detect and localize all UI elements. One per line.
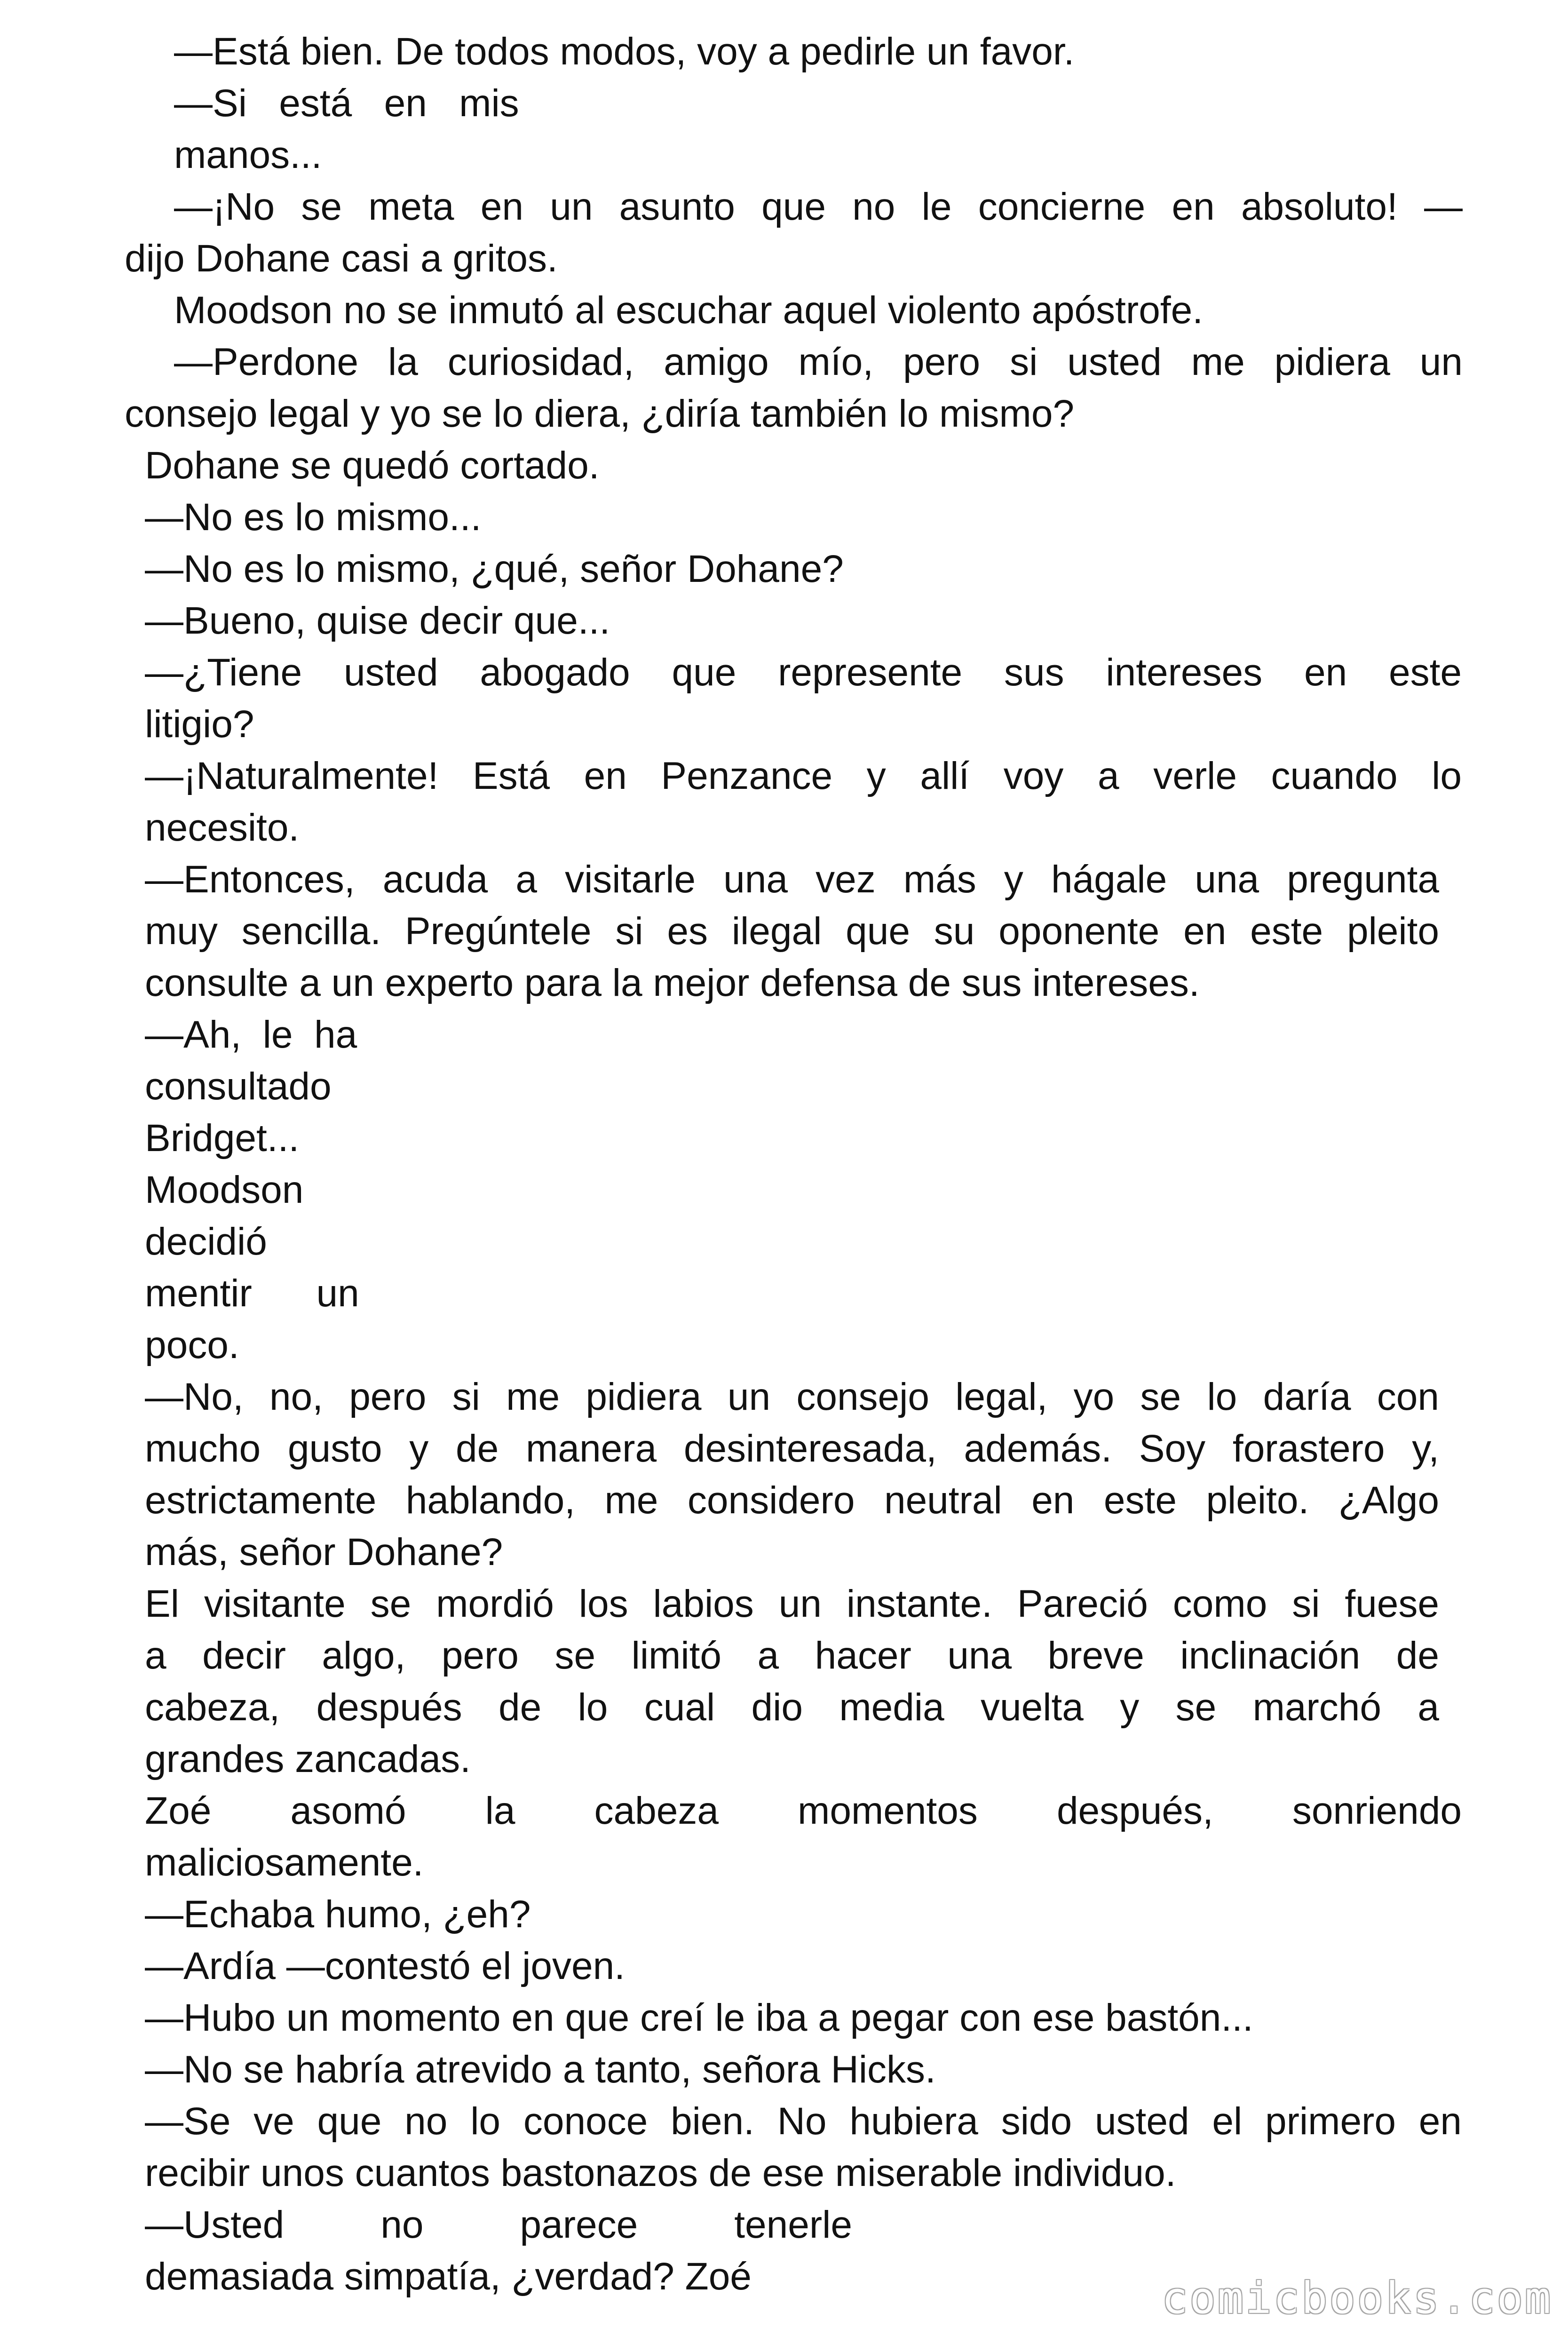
text-line: El visitante se mordió los labios un instante. Pareció como si fuese: [145, 1582, 1439, 1625]
text-line: cabeza, después de lo cual dio media vuelta y se marchó a: [145, 1686, 1439, 1729]
text-line: manos...: [174, 134, 322, 176]
text-line: —Echaba humo, ¿eh?: [145, 1893, 531, 1936]
text-line: —Se ve que no lo conoce bien. No hubiera sido usted el primero en: [145, 2100, 1462, 2143]
text-line: Moodson no se inmutó al escuchar aquel violento apóstrofe.: [174, 289, 1204, 332]
text-line: dijo Dohane casi a gritos.: [125, 237, 558, 280]
text-line: —¡Naturalmente! Está en Penzance y allí voy a verle cuando lo: [145, 755, 1462, 797]
text-line: poco.: [145, 1324, 239, 1367]
text-line: —Ardía —contestó el joven.: [145, 1945, 625, 1987]
text-line: litigio?: [145, 703, 254, 746]
text-line: más, señor Dohane?: [145, 1531, 503, 1573]
text-line: —No se habría atrevido a tanto, señora Hicks.: [145, 2048, 936, 2091]
text-line: a decir algo, pero se limitó a hacer una breve inclinación de: [145, 1634, 1439, 1677]
text-line: consulte a un experto para la mejor defensa de sus intereses.: [145, 961, 1200, 1004]
text-line: demasiada simpatía, ¿verdad? Zoé: [145, 2255, 752, 2298]
text-line: muy sencilla. Pregúntele si es ilegal que su oponente en este pleito: [145, 910, 1439, 953]
text-line: —Usted no parece tenerle: [145, 2203, 852, 2246]
text-line: maliciosamente.: [145, 1841, 424, 1884]
text-line: consultado: [145, 1065, 332, 1108]
text-line: —Bueno, quise decir que...: [145, 599, 610, 642]
text-line: —¿Tiene usted abogado que represente sus intereses en este: [145, 651, 1462, 694]
text-line: mucho gusto y de manera desinteresada, además. Soy forastero y,: [145, 1427, 1439, 1470]
text-line: —Ah, le ha: [145, 1013, 357, 1056]
text-line: Bridget...: [145, 1117, 300, 1160]
text-line: —Está bien. De todos modos, voy a pedirle un favor.: [174, 30, 1075, 73]
text-line: —Perdone la curiosidad, amigo mío, pero si usted me pidiera un: [174, 341, 1463, 383]
text-line: —Hubo un momento en que creí le iba a pegar con ese bastón...: [145, 1996, 1253, 2039]
text-line: Moodson: [145, 1168, 304, 1211]
text-line: —No es lo mismo...: [145, 496, 482, 539]
text-line: grandes zancadas.: [145, 1738, 471, 1780]
text-line: —¡No se meta en un asunto que no le concierne en absoluto! —: [174, 185, 1463, 228]
text-line: recibir unos cuantos bastonazos de ese miserable individuo.: [145, 2152, 1176, 2194]
text-line: necesito.: [145, 806, 300, 849]
text-line: Dohane se quedó cortado.: [145, 444, 600, 487]
text-line: consejo legal y yo se lo diera, ¿diría también lo mismo?: [125, 392, 1075, 435]
text-line: mentir un: [145, 1272, 359, 1315]
text-line: —No, no, pero si me pidiera un consejo legal, yo se lo daría con: [145, 1375, 1439, 1418]
text-line: —Entonces, acuda a visitarle una vez más y hágale una pregunta: [145, 858, 1439, 901]
text-line: estrictamente hablando, me considero neutral en este pleito. ¿Algo: [145, 1479, 1439, 1522]
watermark: comicbooks.com: [1162, 2273, 1553, 2323]
text-line: Zoé asomó la cabeza momentos después, sonriendo: [145, 1789, 1462, 1832]
text-line: decidió: [145, 1220, 267, 1263]
text-line: —No es lo mismo, ¿qué, señor Dohane?: [145, 548, 844, 590]
text-line: —Si está en mis: [174, 82, 519, 125]
